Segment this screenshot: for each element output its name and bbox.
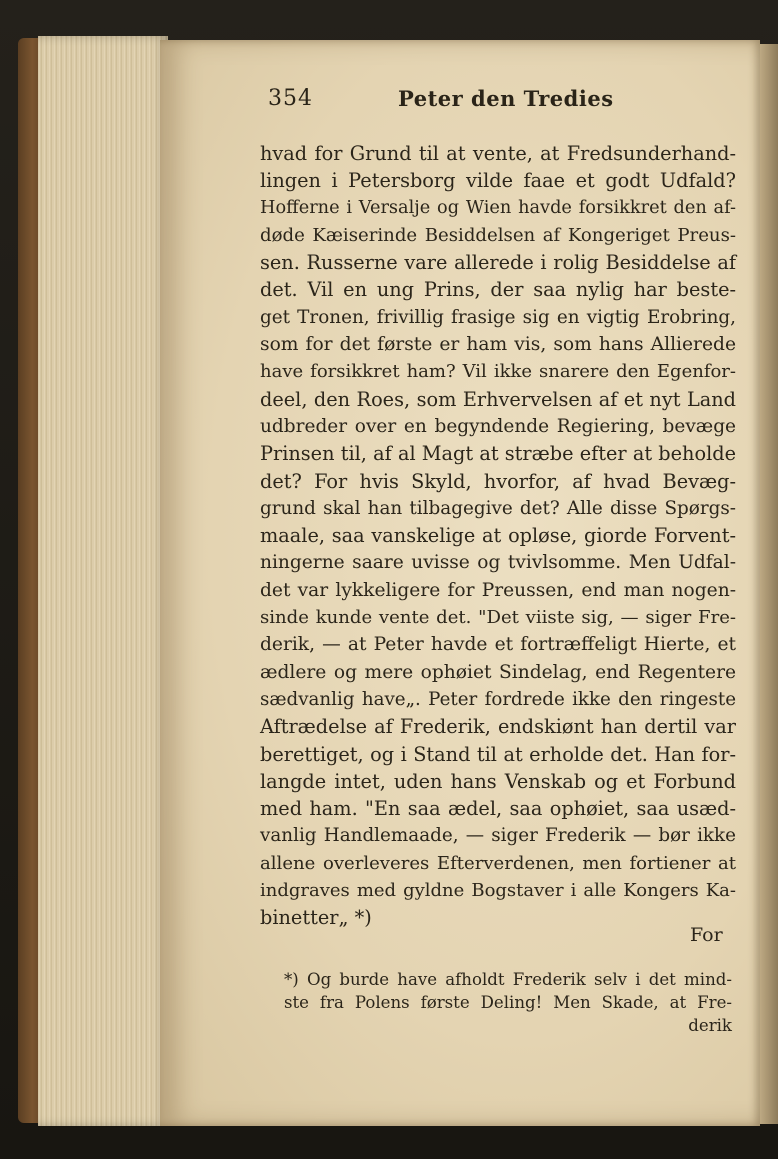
text-line: maale, saa vanskelige at opløse, giorde Forvent- (260, 524, 736, 548)
text-line: sen. Russerne vare allerede i rolig Besiddelse af (260, 251, 736, 275)
text-line: grund skal han tilbagegive det? Alle disse Spørgs- (260, 497, 736, 519)
footnote (284, 968, 732, 1037)
footnote-line: derik (688, 1016, 732, 1035)
text-line: som for det første er ham vis, som hans Allierede (260, 334, 736, 356)
text-line: derik, — at Peter havde et fortræffeligt Hierte, et (260, 634, 736, 656)
text-line: deel, den Roes, som Erhvervelsen af et nyt Land (260, 387, 736, 411)
text-line: døde Kæiserinde Besiddelsen af Kongeriget Preus- (260, 224, 736, 246)
text-line: Prinsen til, af al Magt at stræbe efter at beholde (260, 442, 736, 466)
footnote-line: *) Og burde have afholdt Frederik selv i det mind- (284, 970, 732, 989)
text-line: have forsikkret ham? Vil ikke snarere den Egenfor- (260, 361, 736, 383)
body-text (260, 140, 736, 932)
text-line: det? For hvis Skyld, hvorfor, af hvad Bevæg- (260, 469, 736, 493)
footnote-line: ste fra Polens første Deling! Men Skade, at Fre- (284, 993, 732, 1012)
text-line: binetter„ *) (260, 906, 372, 930)
catchword: For (690, 924, 723, 946)
page-number: 354 (268, 86, 313, 111)
text-line: udbreder over en begyndende Regiering, bevæge (260, 415, 736, 437)
text-line: hvad for Grund til at vente, at Fredsunderhand- (260, 142, 736, 165)
text-line: berettiget, og i Stand til at erholde det. Han for- (260, 742, 736, 766)
text-line: det var lykkeligere for Preussen, end man nogen- (260, 579, 736, 601)
text-line: allene overleveres Efterverdenen, men fortiener at (260, 852, 736, 874)
text-line: vanlig Handlemaade, — siger Frederik — bør ikke (260, 825, 736, 847)
text-line: ningerne saare uvisse og tvivlsomme. Men Udfal- (260, 552, 736, 574)
text-line: med ham. "En saa ædel, saa ophøiet, saa usæd- (260, 797, 736, 821)
text-line: lingen i Petersborg vilde faae et godt Udfald? (260, 169, 736, 193)
text-line: langde intet, uden hans Venskab og et Forbund (260, 769, 736, 793)
text-line: get Tronen, frivillig frasige sig en vigtig Erobring, (260, 306, 736, 328)
facing-page-edge (760, 44, 778, 1124)
text-line: Aftrædelse af Frederik, endskiønt han dertil var (260, 715, 736, 739)
page-header (268, 86, 618, 120)
text-line: indgraves med gyldne Bogstaver i alle Kongers Ka- (260, 880, 736, 902)
text-line: sædvanlig have„. Peter fordrede ikke den ringeste (260, 688, 736, 710)
text-line: ædlere og mere ophøiet Sindelag, end Regentere (260, 661, 736, 683)
running-title: Peter den Tredies (398, 86, 614, 111)
text-line: det. Vil en ung Prins, der saa nylig har beste- (260, 278, 736, 302)
text-line: sinde kunde vente det. "Det viiste sig, — siger Fre- (260, 607, 736, 629)
text-line: Hofferne i Versalje og Wien havde forsikkret den af- (260, 197, 736, 218)
page-stack-edges (38, 36, 168, 1126)
